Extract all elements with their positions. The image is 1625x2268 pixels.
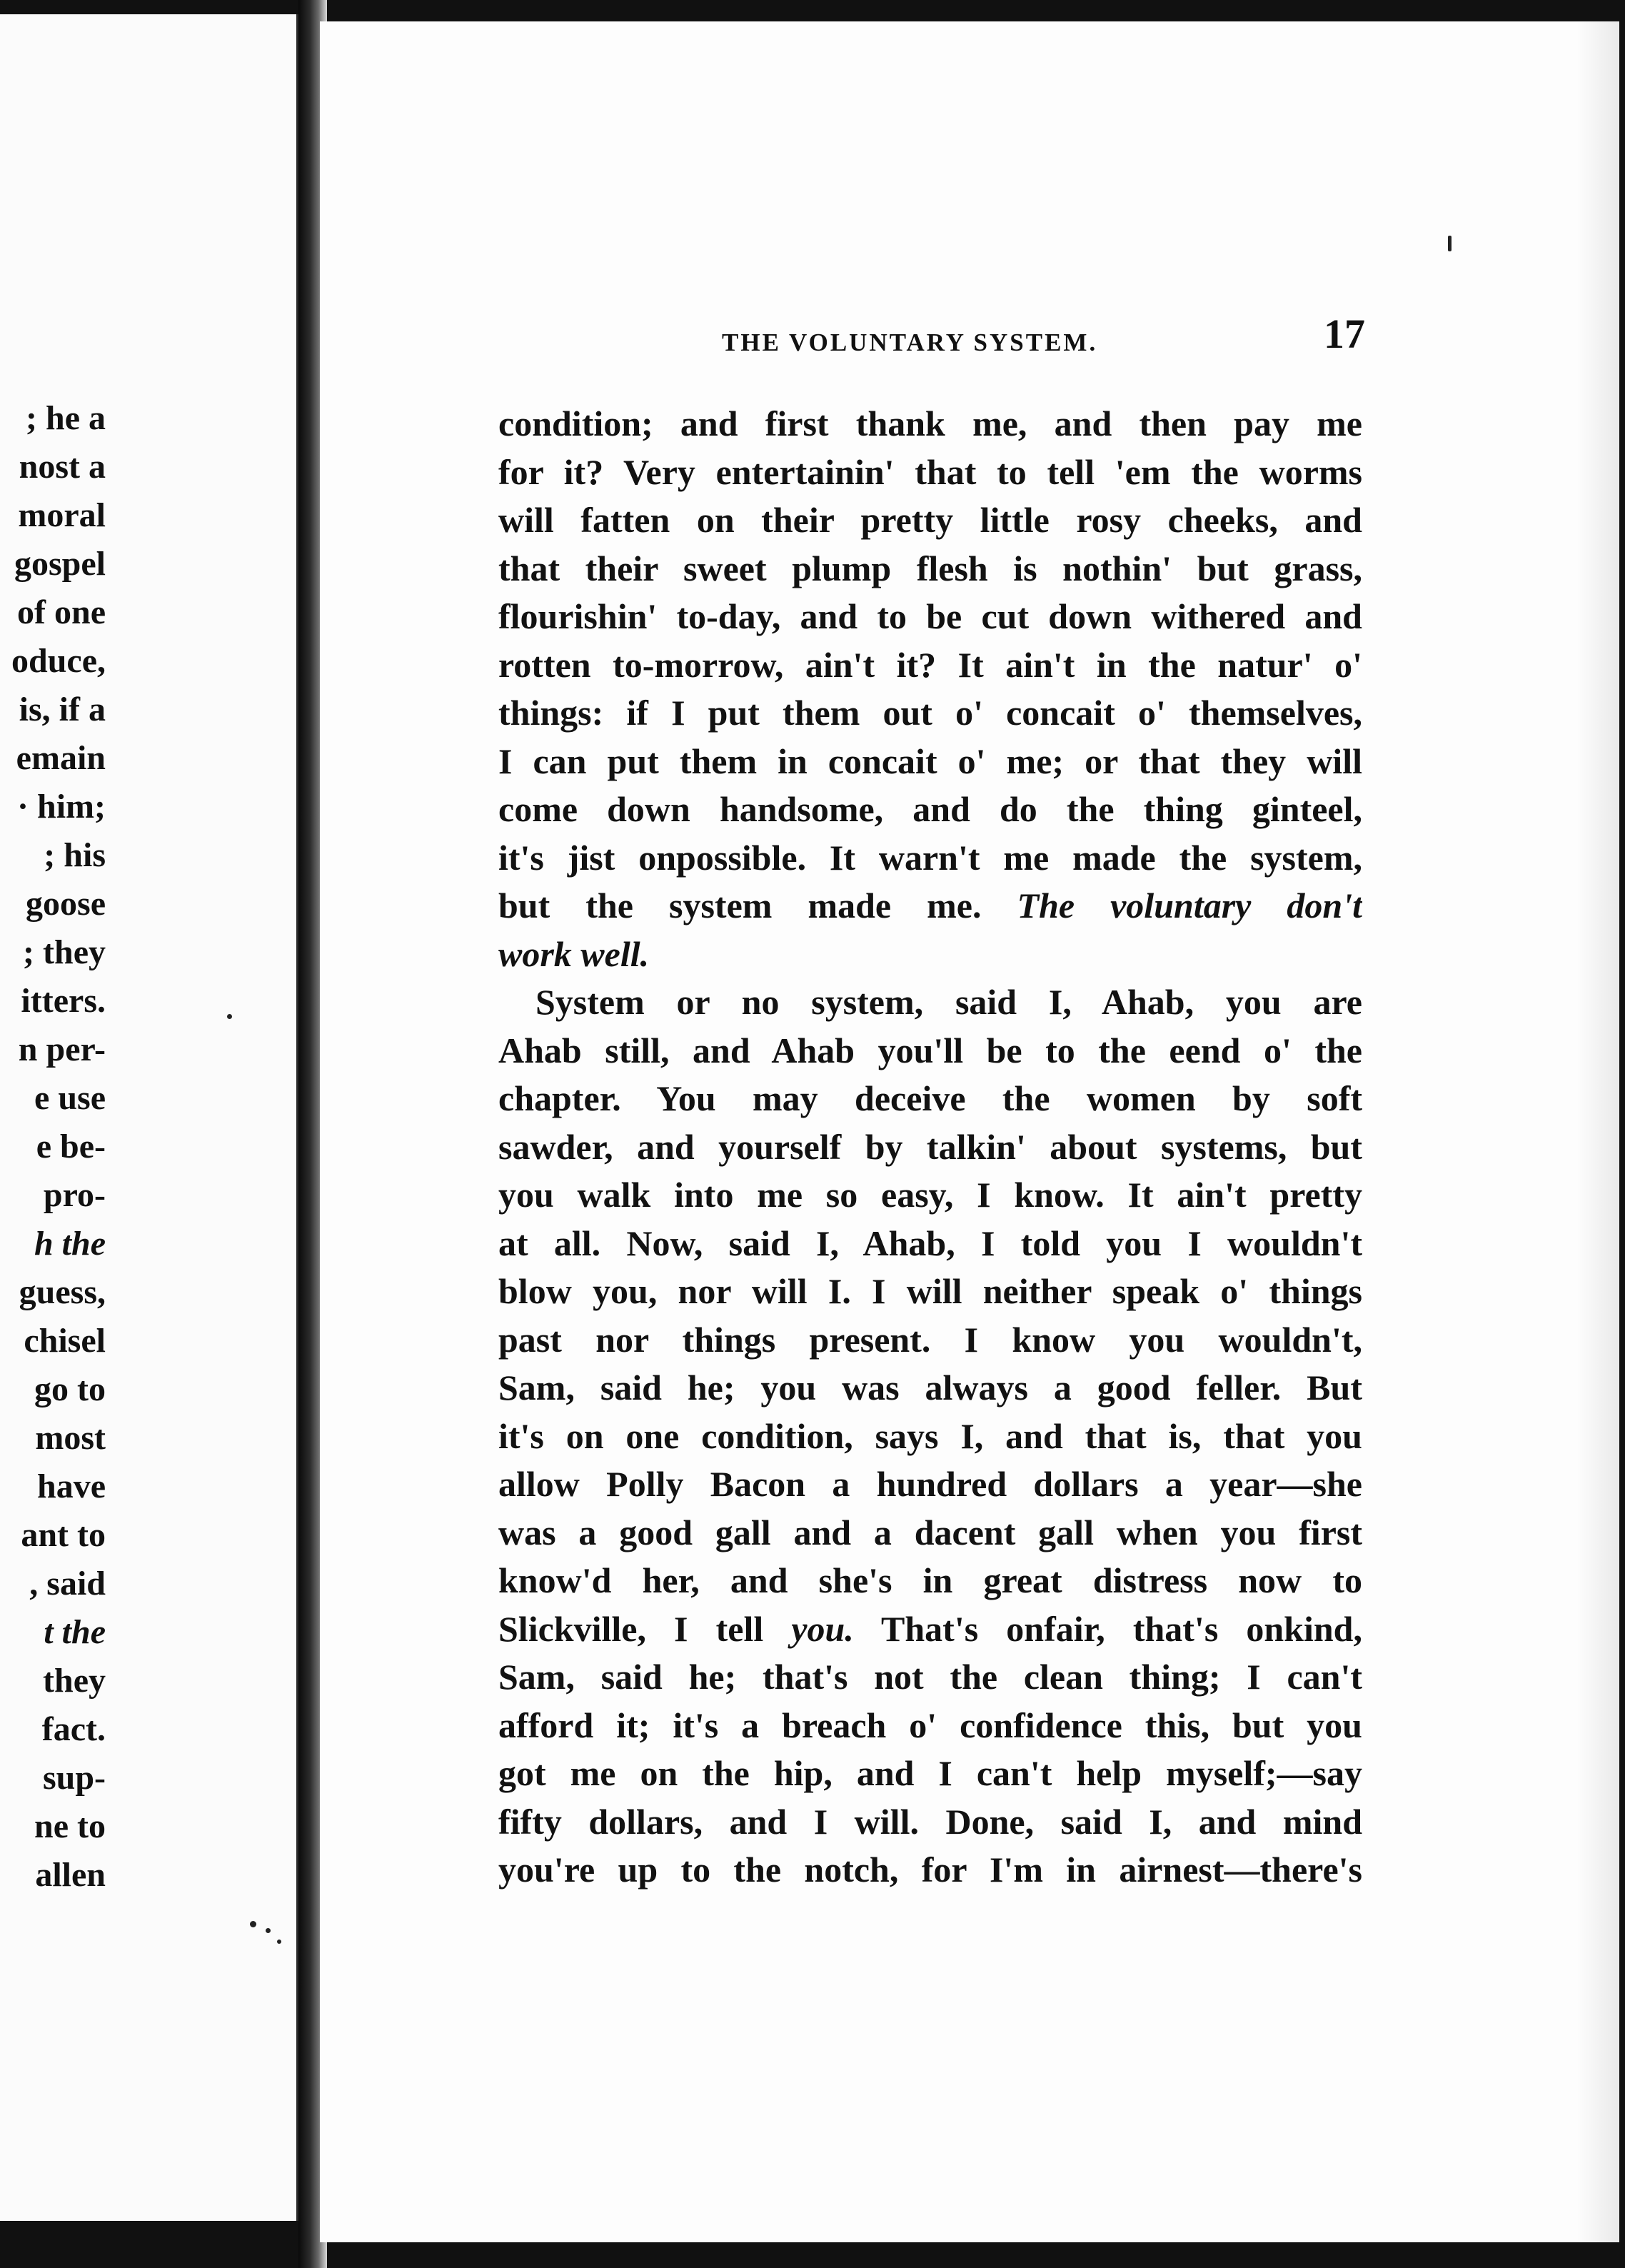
- paragraph-2: [498, 978, 1362, 1605]
- text-line: for it? Very entertainin' that to tell 'em the worms: [498, 451, 1362, 492]
- text-line: fifty dollars, and I will. Done, said I, and mind: [498, 1801, 1362, 1842]
- previous-page-line: go to: [34, 1370, 106, 1408]
- text-line: rotten to-morrow, ain't it? It ain't in the natur' o': [498, 644, 1362, 685]
- previous-page-line: e be-: [36, 1128, 106, 1165]
- italic-text-run: The voluntary don't: [1017, 885, 1362, 925]
- previous-page-line: itters.: [21, 982, 106, 1020]
- running-head-title: THE VOLUNTARY SYSTEM.: [722, 328, 1098, 356]
- text-line: you're up to the notch, for I'm in airnest—there's: [498, 1850, 1362, 1890]
- previous-page-line: oduce,: [11, 642, 106, 680]
- text-line: it's on one condition, says I, and that is, that you: [498, 1415, 1362, 1456]
- text-line: it's jist onpossible. It warn't me made the system,: [498, 837, 1362, 878]
- previous-page-line: most: [35, 1419, 106, 1457]
- previous-page-line: guess,: [19, 1273, 106, 1311]
- page-number: 17: [1324, 311, 1365, 357]
- text-run: but the system made me.: [498, 885, 1017, 925]
- previous-page-line: emain: [16, 739, 106, 777]
- text-line: System or no system, said I, Ahab, you are: [535, 982, 1362, 1022]
- text-line: Sam, said he; you was always a good feller. But: [498, 1368, 1362, 1408]
- text-line: was a good gall and a dacent gall when you first: [498, 1512, 1362, 1552]
- text-line: [498, 930, 1362, 979]
- text-line: condition; and first thank me, and then pay me: [498, 403, 1362, 443]
- previous-page-line: moral: [18, 496, 106, 534]
- previous-page-line: allen: [35, 1856, 106, 1894]
- text-line: that their sweet plump flesh is nothin' but grass,: [498, 548, 1362, 588]
- previous-page-line: goose: [26, 885, 106, 923]
- scan-speck: [227, 1014, 232, 1019]
- previous-page-line: chisel: [24, 1322, 106, 1360]
- previous-page-line: have: [37, 1467, 106, 1505]
- text-line: at all. Now, said I, Ahab, I told you I wouldn't: [498, 1223, 1362, 1263]
- text-line: chapter. You may deceive the women by soft: [498, 1078, 1362, 1118]
- paragraph-1: [498, 400, 1362, 882]
- text-line: flourishin' to-day, and to be cut down withered and: [498, 596, 1362, 636]
- text-line: [498, 1605, 1362, 1654]
- scan-speck: [277, 1940, 281, 1944]
- text-line: [498, 882, 1362, 930]
- italic-text-run: you.: [791, 1608, 854, 1649]
- scan-speck: [1448, 236, 1452, 251]
- previous-page-line: of one: [17, 593, 106, 631]
- text-line: afford it; it's a breach o' confidence this, but you: [498, 1705, 1362, 1745]
- previous-page-line: ; he a: [26, 399, 106, 437]
- text-line: come down handsome, and do the thing ginteel,: [498, 789, 1362, 829]
- text-line: allow Polly Bacon a hundred dollars a year—she: [498, 1464, 1362, 1504]
- previous-page-line: fact.: [41, 1710, 106, 1748]
- text-line: past nor things present. I know you wouldn't,: [498, 1319, 1362, 1360]
- italic-text-run: work well.: [498, 933, 650, 974]
- book-page: [320, 21, 1619, 2242]
- body-text: [498, 400, 1362, 1895]
- text-line: you walk into me so easy, I know. It ain't pretty: [498, 1175, 1362, 1215]
- previous-page-line: · him;: [16, 788, 106, 826]
- previous-page-line: e use: [34, 1079, 106, 1117]
- previous-page-line: h the: [34, 1225, 106, 1263]
- previous-page-line: sup-: [42, 1759, 106, 1797]
- previous-page-line: ; his: [44, 836, 106, 874]
- text-line: will fatten on their pretty little rosy cheeks, and: [498, 500, 1362, 540]
- text-line: Sam, said he; that's not the clean thing; I can't: [498, 1657, 1362, 1697]
- previous-page-line: gospel: [14, 545, 106, 583]
- previous-page-line: pro-: [43, 1176, 106, 1214]
- previous-page-line: t the: [44, 1613, 106, 1651]
- text-run: Slickville, I tell: [498, 1608, 792, 1649]
- paragraph-2-continued: [498, 1653, 1362, 1895]
- previous-page-line: nost a: [19, 448, 106, 486]
- text-line: sawder, and yourself by talkin' about systems, but: [498, 1126, 1362, 1167]
- previous-page-line: ne to: [34, 1807, 106, 1845]
- previous-page-text: [0, 394, 106, 1900]
- previous-page-line: they: [43, 1662, 106, 1700]
- previous-page-line: , said: [29, 1565, 106, 1602]
- text-line: blow you, nor will I. I will neither speak o' things: [498, 1271, 1362, 1311]
- text-line: Ahab still, and Ahab you'll be to the eend o' the: [498, 1030, 1362, 1070]
- previous-page-line: is, if a: [19, 691, 106, 728]
- previous-page-line: n per-: [18, 1030, 106, 1068]
- scan-speck: [266, 1928, 271, 1933]
- text-run: That's onfair, that's onkind,: [853, 1608, 1362, 1649]
- previous-page-line: ant to: [21, 1516, 106, 1554]
- scan-speck: [250, 1921, 256, 1927]
- running-head: [722, 310, 1614, 360]
- text-line: things: if I put them out o' concait o' themselves,: [498, 693, 1362, 733]
- previous-page-line: ; they: [23, 933, 106, 971]
- text-line: got me on the hip, and I can't help myself;—say: [498, 1753, 1362, 1793]
- text-line: I can put them in concait o' me; or that they will: [498, 741, 1362, 781]
- previous-page-fragment: [0, 14, 298, 2221]
- text-line: know'd her, and she's in great distress now to: [498, 1560, 1362, 1600]
